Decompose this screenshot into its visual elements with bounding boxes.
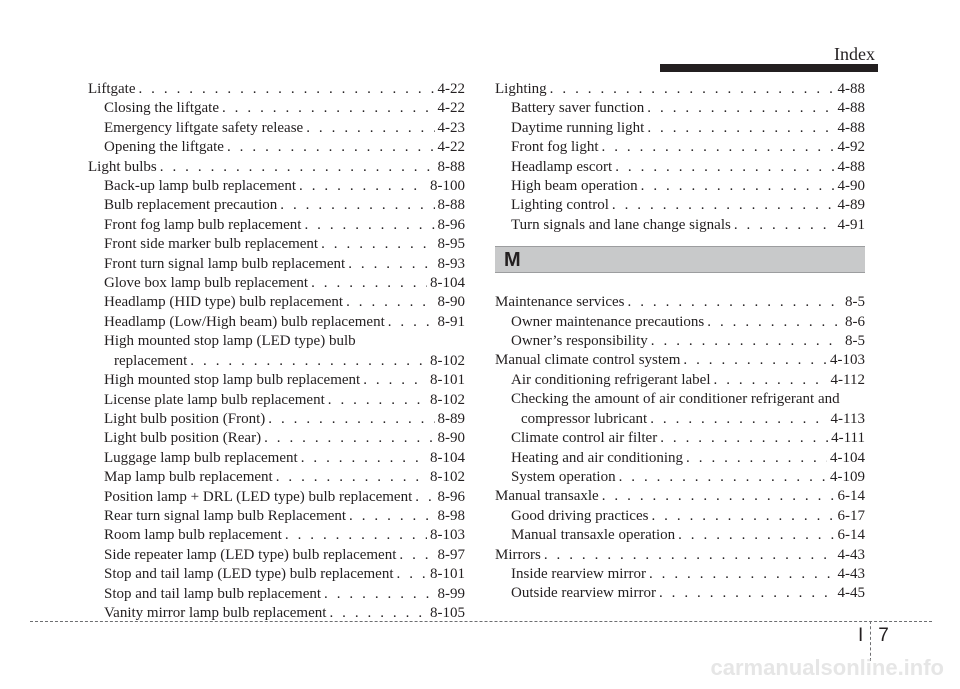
index-entry xyxy=(88,99,465,118)
index-entry xyxy=(88,507,465,526)
index-entry-label: Mirrors xyxy=(495,546,541,563)
index-entry-page: 8-95 xyxy=(437,236,465,253)
index-entry-label: Side repeater lamp (LED type) bulb replacement xyxy=(104,546,397,563)
index-entry-page: 8-102 xyxy=(430,469,465,486)
index-entry xyxy=(88,526,465,545)
index-entry-label: Emergency liftgate safety release xyxy=(104,119,304,136)
index-entry-label: System operation xyxy=(511,468,616,485)
dot-leader xyxy=(138,80,434,99)
index-entry xyxy=(495,99,865,118)
index-entry-page: 8-104 xyxy=(430,275,465,292)
footer-rule xyxy=(30,621,932,622)
dot-leader xyxy=(602,138,835,157)
index-entry xyxy=(495,138,865,157)
dot-leader xyxy=(714,371,828,390)
index-entry-page: 4-113 xyxy=(830,410,865,427)
index-entry xyxy=(495,449,865,468)
dot-leader xyxy=(346,293,434,312)
index-entry-label: Liftgate xyxy=(88,81,136,97)
dot-leader xyxy=(415,488,434,507)
dot-leader xyxy=(659,584,835,603)
dot-leader xyxy=(328,391,427,410)
index-entry-page: 4-90 xyxy=(837,178,865,195)
index-entry-label: Outside rearview mirror xyxy=(511,585,656,602)
index-entry-label: Opening the liftgate xyxy=(104,139,224,156)
dot-leader xyxy=(544,546,835,565)
index-entry-page: 4-112 xyxy=(830,371,865,388)
index-entry-label: compressor lubricant xyxy=(521,410,648,427)
index-entry-label: Position lamp + DRL (LED type) bulb replacement xyxy=(104,488,413,505)
index-entry-label: Vanity mirror lamp bulb replacement xyxy=(104,604,327,621)
index-entry xyxy=(495,119,865,138)
index-entry-page: 4-22 xyxy=(437,81,465,97)
index-entry-page: 8-6 xyxy=(845,313,865,330)
index-entry-page: 8-98 xyxy=(437,507,465,524)
dot-leader xyxy=(734,216,835,235)
index-entry-label: Owner maintenance precautions xyxy=(511,313,705,330)
dot-leader xyxy=(160,158,435,177)
dot-leader xyxy=(268,410,434,429)
dot-leader xyxy=(651,507,834,526)
header-rule xyxy=(660,64,878,72)
index-entry xyxy=(88,546,465,565)
index-entry-page: 8-90 xyxy=(437,430,465,447)
index-entry-label: License plate lamp bulb replacement xyxy=(104,391,325,408)
index-entry xyxy=(88,313,465,332)
index-entry xyxy=(88,565,465,584)
index-entry-page: 8-101 xyxy=(430,372,465,389)
index-entry-label: Front side marker bulb replacement xyxy=(104,236,319,253)
index-entry-label: Climate control air filter xyxy=(511,430,658,447)
index-entry xyxy=(495,468,865,487)
index-entry xyxy=(495,158,865,177)
index-entry xyxy=(88,216,465,235)
dot-leader xyxy=(299,177,427,196)
page-number-value: 7 xyxy=(878,625,889,646)
index-entry-page: 8-93 xyxy=(437,255,465,272)
index-entry-label: Headlamp escort xyxy=(511,158,613,175)
index-entry-page: 4-111 xyxy=(831,430,865,447)
index-entry xyxy=(495,546,865,565)
dot-leader xyxy=(311,274,427,293)
index-entry xyxy=(88,274,465,293)
index-entry-page: 8-99 xyxy=(437,585,465,602)
index-entry xyxy=(88,468,465,487)
index-entry-page: 8-91 xyxy=(437,313,465,330)
index-entry xyxy=(495,80,865,99)
index-entry xyxy=(88,293,465,312)
dot-leader xyxy=(222,99,435,118)
dot-leader xyxy=(641,177,835,196)
index-entry-page: 4-23 xyxy=(437,119,465,136)
index-entry-label: Maintenance services xyxy=(495,294,625,311)
dot-leader xyxy=(686,449,827,468)
index-entry xyxy=(88,585,465,604)
index-entry xyxy=(88,177,465,196)
index-entry xyxy=(88,429,465,448)
index-entry-page: 4-109 xyxy=(830,468,865,485)
index-entry xyxy=(495,332,865,351)
index-entry-page: 4-103 xyxy=(830,352,865,369)
index-entry-label: Closing the liftgate xyxy=(104,100,219,117)
index-entry-page: 4-22 xyxy=(437,139,465,156)
dot-leader xyxy=(304,216,434,235)
index-entry-page: 8-96 xyxy=(437,488,465,505)
index-entry-label: Lighting control xyxy=(511,197,609,214)
dot-leader xyxy=(280,196,434,215)
index-entry xyxy=(495,351,865,370)
index-entry-page: 4-22 xyxy=(437,100,465,117)
dot-leader xyxy=(363,371,427,390)
dot-leader xyxy=(683,351,827,370)
dot-leader xyxy=(619,468,827,487)
index-entry-label: Front turn signal lamp bulb replacement xyxy=(104,255,346,272)
index-entry xyxy=(88,255,465,274)
index-entry xyxy=(495,487,865,506)
index-entry-page: 8-102 xyxy=(430,352,465,369)
index-entry xyxy=(495,293,865,312)
dot-leader xyxy=(348,255,434,274)
dot-leader xyxy=(285,526,427,545)
index-entry xyxy=(495,584,865,603)
index-entry xyxy=(495,410,865,429)
index-entry xyxy=(88,119,465,138)
index-entry xyxy=(495,371,865,390)
dot-leader xyxy=(678,526,834,545)
dot-leader xyxy=(647,99,834,118)
index-entry-label: Battery saver function xyxy=(511,100,645,117)
index-entry-label: Rear turn signal lamp bulb Replacement xyxy=(104,507,347,524)
index-entry-label: Headlamp (HID type) bulb replacement xyxy=(104,294,344,311)
index-entry-label: Luggage lamp bulb replacement xyxy=(104,449,298,466)
index-column-right xyxy=(495,80,865,604)
index-entry-page: 6-14 xyxy=(837,527,865,544)
index-entry-label: Glove box lamp bulb replacement xyxy=(104,275,309,292)
dot-leader xyxy=(602,487,835,506)
index-entry-label: Checking the amount of air conditioner refrigerant and xyxy=(511,391,840,408)
index-entry xyxy=(88,80,465,99)
index-entry-label: Manual transaxle operation xyxy=(511,527,676,544)
watermark: carmanualsonline.info xyxy=(710,655,944,680)
index-entry xyxy=(495,177,865,196)
dot-leader xyxy=(227,138,435,157)
index-entry xyxy=(88,371,465,390)
index-entry-page: 4-43 xyxy=(837,546,865,563)
index-entry xyxy=(88,196,465,215)
index-entry xyxy=(88,488,465,507)
index-entry-label: Air conditioning refrigerant label xyxy=(511,371,711,388)
index-entry-page: 8-5 xyxy=(845,294,865,311)
index-entry-label: Back-up lamp bulb replacement xyxy=(104,178,297,195)
index-entry-label: Good driving practices xyxy=(511,507,649,524)
index-entry-page: 8-89 xyxy=(437,410,465,427)
index-column-left xyxy=(88,80,465,623)
index-entry xyxy=(88,410,465,429)
dot-leader xyxy=(264,429,434,448)
index-entry-page: 8-101 xyxy=(430,566,465,583)
section-letter: M xyxy=(504,249,521,272)
dot-leader xyxy=(349,507,434,526)
dot-leader xyxy=(190,352,427,371)
index-entry xyxy=(88,449,465,468)
index-entry-label: Headlamp (Low/High beam) bulb replacement xyxy=(104,313,385,330)
index-entry xyxy=(495,196,865,215)
index-entry-label: Manual transaxle xyxy=(495,488,599,505)
dot-leader xyxy=(397,565,428,584)
index-entry xyxy=(88,352,465,371)
index-entry-page: 8-88 xyxy=(437,197,465,214)
index-entry-page: 4-88 xyxy=(837,119,865,136)
index-entry-label: Owner’s responsibility xyxy=(511,333,648,350)
index-entry-label: Bulb replacement precaution xyxy=(104,197,278,214)
dot-leader xyxy=(660,429,828,448)
index-entry-page: 8-100 xyxy=(430,178,465,195)
index-entry xyxy=(495,216,865,235)
index-entry-label: Stop and tail lamp bulb replacement xyxy=(104,585,322,602)
index-list-m xyxy=(495,293,865,604)
index-entry-page: 8-88 xyxy=(437,158,465,175)
index-entry xyxy=(88,138,465,157)
index-entry-label: High mounted stop lamp (LED type) bulb xyxy=(104,333,356,350)
dot-leader xyxy=(628,293,842,312)
index-entry-label: Light bulb position (Front) xyxy=(104,410,266,427)
index-entry-page: 4-92 xyxy=(837,139,865,156)
index-entry-page: 8-96 xyxy=(437,216,465,233)
index-entry-label: Light bulbs xyxy=(88,158,157,175)
index-entry-label: Turn signals and lane change signals xyxy=(511,216,731,233)
dot-leader xyxy=(399,546,434,565)
dot-leader xyxy=(647,119,834,138)
index-entry xyxy=(495,565,865,584)
dot-leader xyxy=(301,449,427,468)
index-entry-label: Daytime running light xyxy=(511,119,645,136)
index-entry-label: Map lamp bulb replacement xyxy=(104,469,273,486)
dot-leader xyxy=(306,119,434,138)
index-entry-label: Stop and tail lamp (LED type) bulb replacement xyxy=(104,566,394,583)
index-entry-page: 8-105 xyxy=(430,604,465,621)
index-entry-page: 8-103 xyxy=(430,527,465,544)
index-entry xyxy=(495,526,865,545)
index-entry-page: 6-14 xyxy=(837,488,865,505)
dot-leader xyxy=(615,158,834,177)
dot-leader xyxy=(650,410,827,429)
index-entry-page: 8-104 xyxy=(430,449,465,466)
dot-leader xyxy=(550,80,835,99)
index-entry xyxy=(495,429,865,448)
section-header-m xyxy=(495,246,865,273)
index-entry xyxy=(495,313,865,332)
index-entry-page: 4-91 xyxy=(837,216,865,233)
dot-leader xyxy=(388,313,435,332)
index-entry-label: High mounted stop lamp bulb replacement xyxy=(104,372,361,389)
dot-leader xyxy=(276,468,427,487)
index-entry-label: Light bulb position (Rear) xyxy=(104,430,262,447)
dot-leader xyxy=(707,313,842,332)
index-entry xyxy=(88,332,465,351)
index-entry-label: High beam operation xyxy=(511,178,638,195)
index-entry-label: Front fog light xyxy=(511,139,599,156)
index-entry xyxy=(88,158,465,177)
index-entry-label: Inside rearview mirror xyxy=(511,565,646,582)
index-entry-page: 4-104 xyxy=(830,449,865,466)
index-entry-page: 4-88 xyxy=(837,158,865,175)
index-entry-page: 4-43 xyxy=(837,565,865,582)
dot-leader xyxy=(321,235,434,254)
dot-leader xyxy=(651,332,842,351)
index-entry xyxy=(495,507,865,526)
index-list-l xyxy=(495,80,865,235)
dot-leader xyxy=(324,585,434,604)
index-entry-page: 8-102 xyxy=(430,391,465,408)
index-entry-page: 8-5 xyxy=(845,333,865,350)
index-entry-page: 8-97 xyxy=(437,546,465,563)
index-entry-page: 4-89 xyxy=(837,197,865,214)
dot-leader xyxy=(649,565,835,584)
index-entry-page: 4-45 xyxy=(837,585,865,602)
dot-leader xyxy=(612,196,835,215)
index-entry-page: 6-17 xyxy=(837,507,865,524)
index-entry-label: Lighting xyxy=(495,81,547,97)
page-header-title: Index xyxy=(834,44,875,64)
index-entry xyxy=(88,391,465,410)
index-entry xyxy=(495,390,865,409)
index-entry-page: 8-90 xyxy=(437,294,465,311)
index-entry-label: Heating and air conditioning xyxy=(511,449,684,466)
index-entry-page: 4-88 xyxy=(837,100,865,117)
index-entry xyxy=(88,235,465,254)
index-entry-page: 4-88 xyxy=(837,81,865,97)
index-entry-label: Room lamp bulb replacement xyxy=(104,527,282,544)
index-entry-label: Manual climate control system xyxy=(495,352,681,369)
index-entry-label: Front fog lamp bulb replacement xyxy=(104,216,302,233)
page-section-letter: I xyxy=(858,625,864,646)
index-entry-label: replacement xyxy=(114,352,188,369)
